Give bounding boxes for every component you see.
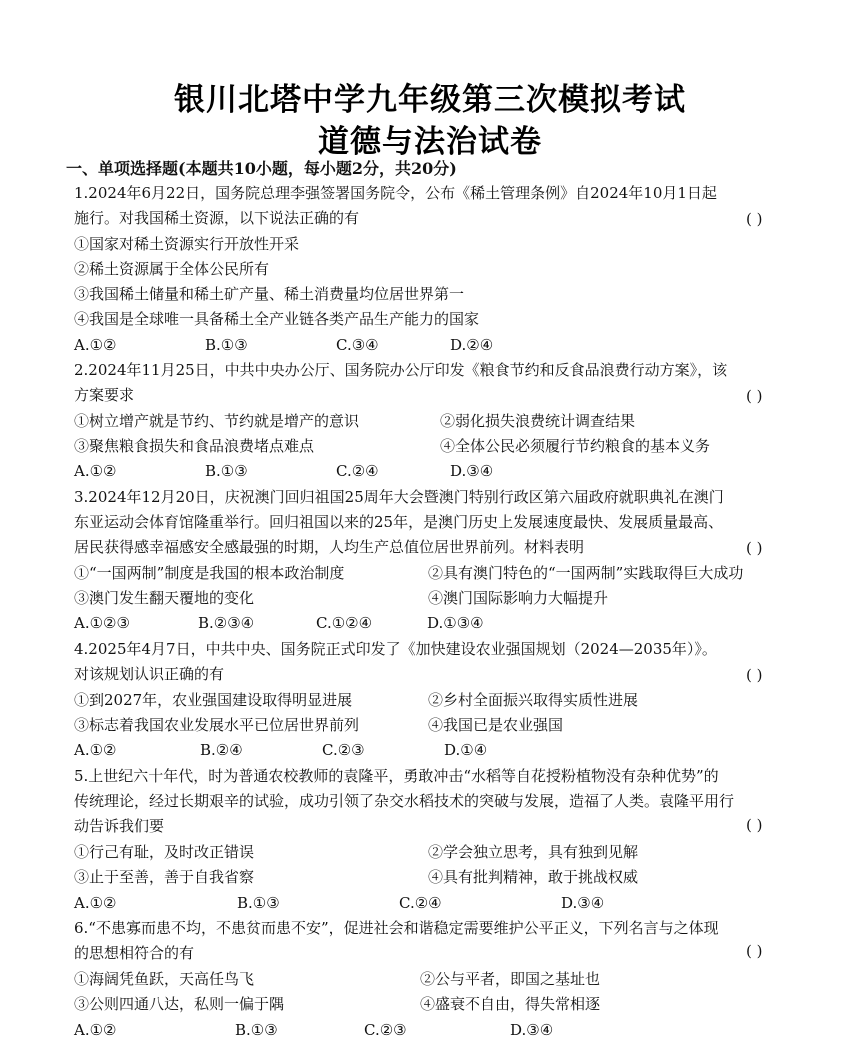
- section-heading: 一、单项选择题(本题共10小题，每小题2分，共20分): [66, 159, 457, 178]
- q4-stem-line1: 4.2025年4月7日，中共中央、国务院正式印发了《加快建设农业强国规划（2024—2035年）》。: [74, 640, 717, 658]
- q3-option-a: A.①②③: [74, 614, 130, 632]
- q6-option-d: D.③④: [510, 1021, 554, 1039]
- q6-item-1: ①海阔凭鱼跃，天高任鸟飞: [74, 970, 255, 988]
- q6-answer-blank: ( ): [746, 942, 763, 960]
- q6-stem-line2: 的思想相符合的有: [74, 944, 195, 962]
- q6-option-c: C.②③: [364, 1021, 407, 1039]
- q4-answer-blank: ( ): [746, 666, 763, 684]
- q4-item-3: ③标志着我国农业发展水平已位居世界前列: [74, 716, 360, 734]
- q5-option-c: C.②④: [399, 894, 442, 912]
- q3-option-c: C.①②④: [316, 614, 373, 632]
- q5-option-a: A.①②: [74, 894, 117, 912]
- q1-answer-blank: ( ): [746, 210, 763, 228]
- q6-item-4: ④盛衰不自由，得失常相逐: [420, 995, 601, 1013]
- q5-stem-line1: 5.上世纪六十年代，时为普通农校教师的袁隆平，勇敢冲击“水稻等自花授粉植物没有杂种优势”的: [74, 767, 719, 785]
- exam-title: 银川北塔中学九年级第三次模拟考试: [174, 82, 686, 118]
- q2-item-2: ②弱化损失浪费统计调查结果: [440, 412, 636, 430]
- q2-option-b: B.①③: [205, 462, 248, 480]
- q3-item-1: ①“一国两制”制度是我国的根本政治制度: [74, 564, 345, 582]
- q4-item-2: ②乡村全面振兴取得实质性进展: [428, 691, 639, 709]
- q6-stem-line1: 6.“不患寡而患不均，不患贫而患不安”，促进社会和谐稳定需要维护公平正义，下列名言与之体现: [74, 919, 719, 937]
- q6-option-b: B.①③: [235, 1021, 278, 1039]
- q2-item-3: ③聚焦粮食损失和食品浪费堵点难点: [74, 437, 315, 455]
- q5-option-d: D.③④: [561, 894, 605, 912]
- q4-option-d: D.①④: [444, 741, 488, 759]
- q6-item-2: ②公与平者，即国之基址也: [420, 970, 601, 988]
- q4-option-b: B.②④: [200, 741, 243, 759]
- q2-item-4: ④全体公民必须履行节约粮食的基本义务: [440, 437, 711, 455]
- q2-item-1: ①树立增产就是节约、节约就是增产的意识: [74, 412, 360, 430]
- q1-item-3: ③我国稀土储量和稀土矿产量、稀土消费量均位居世界第一: [74, 285, 465, 303]
- q3-option-d: D.①③④: [427, 614, 484, 632]
- q2-option-a: A.①②: [74, 462, 117, 480]
- q3-answer-blank: ( ): [746, 539, 763, 557]
- q1-item-2: ②稀土资源属于全体公民所有: [74, 260, 270, 278]
- q6-item-3: ③公则四通八达，私则一偏于隅: [74, 995, 285, 1013]
- q5-item-1: ①行己有耻，及时改正错误: [74, 843, 255, 861]
- q1-stem-line1: 1.2024年6月22日，国务院总理李强签署国务院令，公布《稀土管理条例》自2024年10月1日起: [74, 184, 717, 202]
- exam-subtitle: 道德与法治试卷: [318, 124, 542, 160]
- q4-stem-line2: 对该规划认识正确的有: [74, 665, 225, 683]
- q5-stem-line2: 传统理论，经过长期艰辛的试验，成功引领了杂交水稻技术的突破与发展，造福了人类。袁隆平用行: [74, 792, 735, 810]
- q1-stem-line2: 施行。对我国稀土资源，以下说法正确的有: [74, 209, 360, 227]
- q3-stem-line2: 东亚运动会体育馆隆重举行。回归祖国以来的25年，是澳门历史上发展速度最快、发展质量最高、: [74, 513, 724, 531]
- q1-option-c: C.③④: [336, 336, 379, 354]
- q5-item-4: ④具有批判精神，敢于挑战权威: [428, 868, 639, 886]
- q2-stem-line1: 2.2024年11月25日，中共中央办公厅、国务院办公厅印发《粮食节约和反食品浪费行动方案》，该: [74, 361, 728, 379]
- q2-answer-blank: ( ): [746, 387, 763, 405]
- q1-option-d: D.②④: [450, 336, 494, 354]
- q3-item-3: ③澳门发生翻天覆地的变化: [74, 589, 255, 607]
- q1-item-1: ①国家对稀土资源实行开放性开采: [74, 235, 300, 253]
- q6-option-a: A.①②: [74, 1021, 117, 1039]
- q4-option-a: A.①②: [74, 741, 117, 759]
- q2-option-c: C.②④: [336, 462, 379, 480]
- q4-option-c: C.②③: [322, 741, 365, 759]
- q3-stem-line1: 3.2024年12月20日，庆祝澳门回归祖国25周年大会暨澳门特别行政区第六届政府就职典礼在澳门: [74, 488, 724, 506]
- q1-option-b: B.①③: [205, 336, 248, 354]
- q3-item-4: ④澳门国际影响力大幅提升: [428, 589, 609, 607]
- q1-option-a: A.①②: [74, 336, 117, 354]
- q4-item-4: ④我国已是农业强国: [428, 716, 564, 734]
- q2-stem-line2: 方案要求: [74, 386, 135, 404]
- q3-stem-line3: 居民获得感幸福感安全感最强的时期，人均生产总值位居世界前列。材料表明: [74, 538, 585, 556]
- q3-item-2: ②具有澳门特色的“一国两制”实践取得巨大成功: [428, 564, 744, 582]
- q5-answer-blank: ( ): [746, 816, 763, 834]
- q5-item-3: ③止于至善，善于自我省察: [74, 868, 255, 886]
- q1-item-4: ④我国是全球唯一具备稀土全产业链各类产品生产能力的国家: [74, 310, 480, 328]
- q5-stem-line3: 动告诉我们要: [74, 817, 165, 835]
- q2-option-d: D.③④: [450, 462, 494, 480]
- q4-item-1: ①到2027年，农业强国建设取得明显进展: [74, 691, 353, 709]
- q3-option-b: B.②③④: [198, 614, 255, 632]
- q5-item-2: ②学会独立思考，具有独到见解: [428, 843, 639, 861]
- q5-option-b: B.①③: [237, 894, 280, 912]
